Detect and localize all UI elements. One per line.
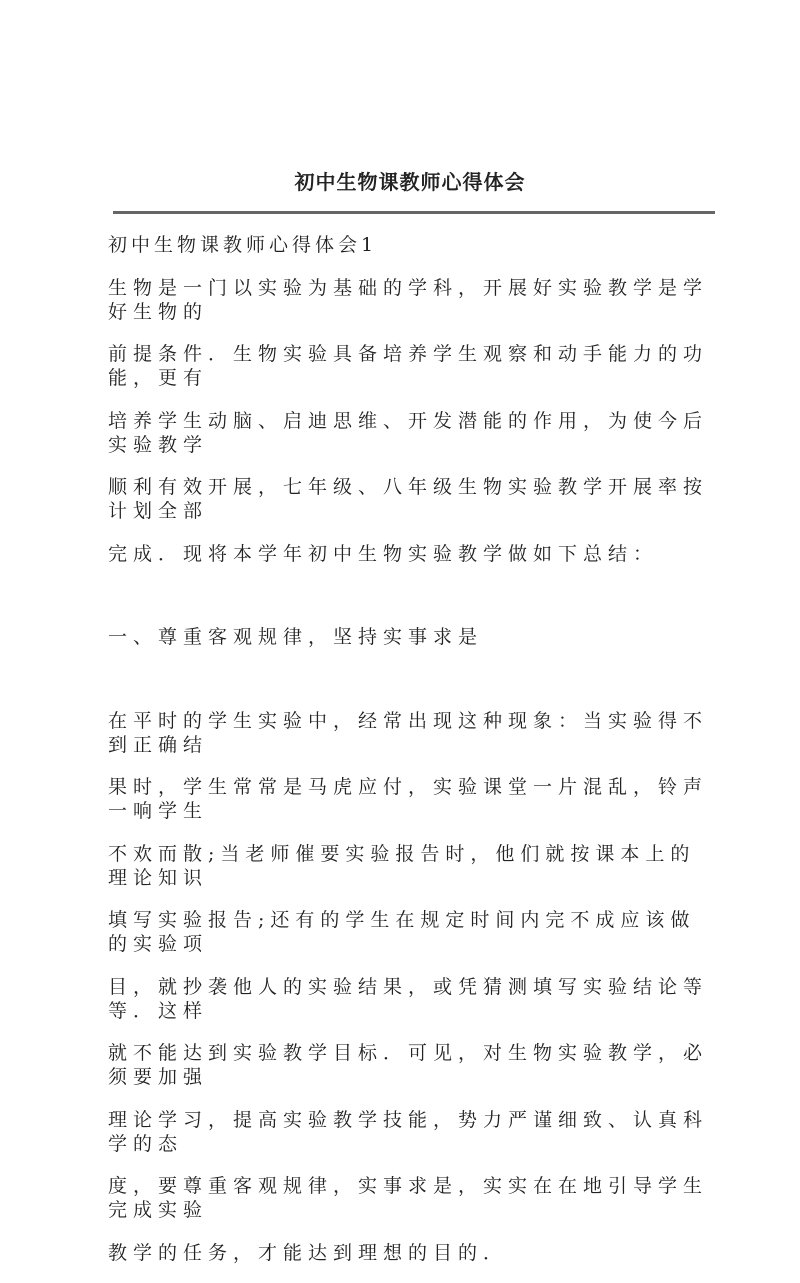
paragraph-line: 目，就抄袭他人的实验结果，或凭猜测填写实验结论等等．这样 [108, 975, 709, 1022]
paragraph-line: 理论学习，提高实验教学技能，势力严谨细致、认真科学的态 [108, 1108, 709, 1155]
paragraph-line: 完成．现将本学年初中生物实验教学做如下总结： [108, 542, 659, 565]
paragraph-line: 就不能达到实验教学目标．可见，对生物实验教学，必须要加强 [108, 1042, 709, 1088]
title-divider [113, 211, 715, 214]
paragraph-line: 果时，学生常常是马虎应付，实验课堂一片混乱，铃声一响学生 [108, 776, 709, 822]
paragraph-line: 顺利有效开展，七年级、八年级生物实验教学开展率按计划全部 [108, 476, 709, 522]
paragraph-line: 培养学生动脑、启迪思维、开发潜能的作用，为使今后实验教学 [108, 409, 709, 456]
paragraph-line: 填写实验报告;还有的学生在规定时间内完不成应该做的实验项 [108, 909, 696, 955]
section-heading: 一、尊重客观规律，坚持实事求是 [108, 626, 484, 648]
section-subtitle: 初中生物课教师心得体会1 [108, 234, 378, 256]
document-title: 初中生物课教师心得体会 [294, 170, 526, 194]
paragraph-line: 在平时的学生实验中，经常出现这种现象：当实验得不到正确结 [108, 709, 709, 756]
paragraph-line: 不欢而散;当老师催要实验报告时，他们就按课本上的理论知识 [108, 842, 696, 889]
paragraph-line: 度，要尊重客观规律，实事求是，实实在在地引导学生完成实验 [108, 1175, 709, 1221]
paragraph-gap [108, 668, 712, 709]
paragraph-line: 生物是一门以实验为基础的学科，开展好实验教学是学好生物的 [108, 276, 709, 323]
document-body [108, 233, 712, 1283]
paragraph-line: 教学的任务，才能达到理想的目的． [108, 1241, 509, 1264]
paragraph-line: 前提条件．生物实验具备培养学生观察和动手能力的功能，更有 [108, 343, 709, 389]
paragraph-gap [108, 584, 712, 625]
